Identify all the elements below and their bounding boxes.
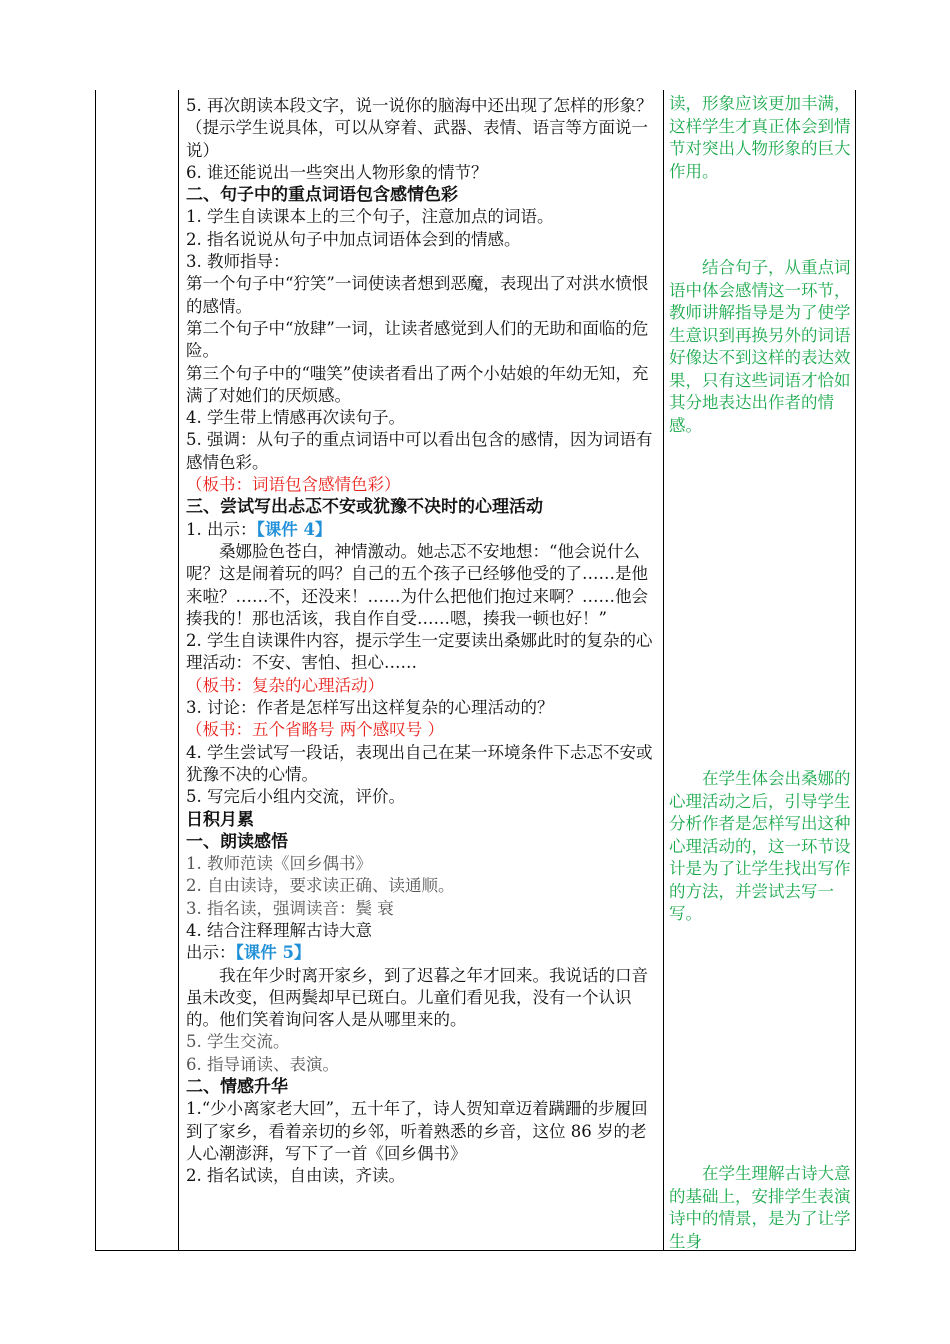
- text-line: 2. 指名试读，自由读，齐读。: [186, 1166, 405, 1186]
- table-border-col1: [178, 90, 179, 1251]
- design-note-3: 在学生体会出桑娜的心理活动之后，引导学生分析作者是怎样写出这种心理活动的，这一环节设计是为了让学生找出写作的方法，并尝试去写一写。: [669, 769, 851, 923]
- table-border-left: [95, 90, 96, 1251]
- text-line: 1.“少小离家老大回”，五十年了，诗人贺知章迈着蹒跚的步履回到了家乡，看着亲切的乡邻，听着熟悉的乡音，这位 86 岁的老人心潮澎湃，写下了一首《回乡偶书》: [186, 1099, 648, 1163]
- section-heading: 二、情感升华: [186, 1077, 288, 1098]
- board-note: （板书：词语包含感情色彩）: [186, 475, 401, 495]
- design-note-1: 读，形象应该更加丰满，这样学生才真正体会到情节对突出人物形象的巨大作用。: [669, 94, 851, 181]
- text-line: 4. 结合注释理解古诗大意: [186, 920, 372, 940]
- text-line: 3. 讨论：作者是怎样写出这样复杂的心理活动的？: [186, 698, 554, 718]
- design-note-4: 在学生理解古诗大意的基础上，安排学生表演诗中的情景，是为了让学生身: [669, 1164, 851, 1251]
- text-line: 第三个句子中的“嗤笑”使读者看出了两个小姑娘的年幼无知，充满了对她们的厌烦感。: [186, 363, 649, 405]
- board-note: （板书：复杂的心理活动）: [186, 675, 384, 695]
- table-border-col2: [663, 90, 664, 1251]
- text-line: 4. 学生带上情感再次读句子。: [186, 408, 405, 428]
- text-line: 2. 学生自读课件内容，提示学生一定要读出桑娜此时的复杂的心理活动：不安、害怕、担心……: [186, 631, 653, 673]
- text-line: 3. 教师指导：: [186, 252, 290, 272]
- text-span: 1. 出示：: [186, 519, 257, 539]
- text-line: [186, 519, 662, 541]
- text-line: 6. 指导诵读、表演。: [186, 1054, 339, 1074]
- text-line: 第二个句子中“放肆”一词，让读者感觉到人们的无助和面临的危险。: [186, 318, 649, 361]
- text-line: 5. 强调：从句子的重点词语中可以看出包含的感情，因为词语有感情色彩。: [186, 430, 653, 472]
- courseware-tag: 【课件 4】: [256, 519, 332, 539]
- translation-paragraph: 我在年少时离开家乡，到了迟暮之年才回来。我说话的口音虽未改变，但两鬓却早已斑白。儿童们看见我，没有一个认识的。他们笑着询问客人是从哪里来的。: [186, 965, 648, 1030]
- lesson-content: [186, 95, 662, 1188]
- text-line: 3. 指名读，强调读音：鬓 衰: [186, 898, 394, 918]
- text-line: 5. 学生交流。: [186, 1032, 290, 1052]
- text-line: 2. 自由读诗，要求读正确、读通顺。: [186, 876, 455, 896]
- text-span: 出示：: [186, 943, 236, 963]
- text-line: 4. 学生尝试写一段话，表现出自己在某一环境条件下忐忑不安或犹豫不决的心情。: [186, 742, 653, 784]
- section-heading: 三、尝试写出忐忑不安或犹豫不决时的心理活动: [186, 497, 543, 518]
- section-heading: 日积月累: [186, 809, 254, 830]
- quote-paragraph: 桑娜脸色苍白，神情激动。她忐忑不安地想：“他会说什么呢？这是闹着玩的吗？自己的五个孩子已经够他受的了……是他来啦？……不，还没来！……为什么把他们抱过来啊？……他会揍我的！那也活该，我自作自受……嗯，揍我一顿也好！”: [186, 541, 648, 628]
- board-note: （板书：五个省略号 两个感叹号 ）: [186, 720, 444, 740]
- text-line: 1. 教师范读《回乡偶书》: [186, 854, 372, 874]
- text-line: 5. 再次朗读本段文字，说一说你的脑海中还出现了怎样的形象？（提示学生说具体，可以从穿着、武器、表情、语言等方面说一说）: [186, 96, 653, 160]
- text-line: 第一个句子中“狞笑”一词使读者想到恶魔，表现出了对洪水愤恨的感情。: [186, 274, 649, 316]
- text-line: 5. 写完后小组内交流，评价。: [186, 787, 405, 807]
- courseware-tag: 【课件 5】: [235, 943, 311, 963]
- text-line: 6. 谁还能说出一些突出人物形象的情节？: [186, 162, 488, 182]
- design-note-2: 结合句子，从重点词语中体会感情这一环节，教师讲解指导是为了使学生意识到再换另外的词语好像达不到这样的表达效果，只有这些词语才恰如其分地表达出作者的情感。: [669, 258, 851, 435]
- text-line: [186, 942, 662, 964]
- section-heading: 一、朗读感悟: [186, 831, 288, 852]
- text-line: 1. 学生自读课本上的三个句子，注意加点的词语。: [186, 207, 554, 227]
- section-heading: 二、句子中的重点词语包含感情色彩: [186, 185, 458, 206]
- text-line: 2. 指名说说从句子中加点词语体会到的情感。: [186, 229, 521, 249]
